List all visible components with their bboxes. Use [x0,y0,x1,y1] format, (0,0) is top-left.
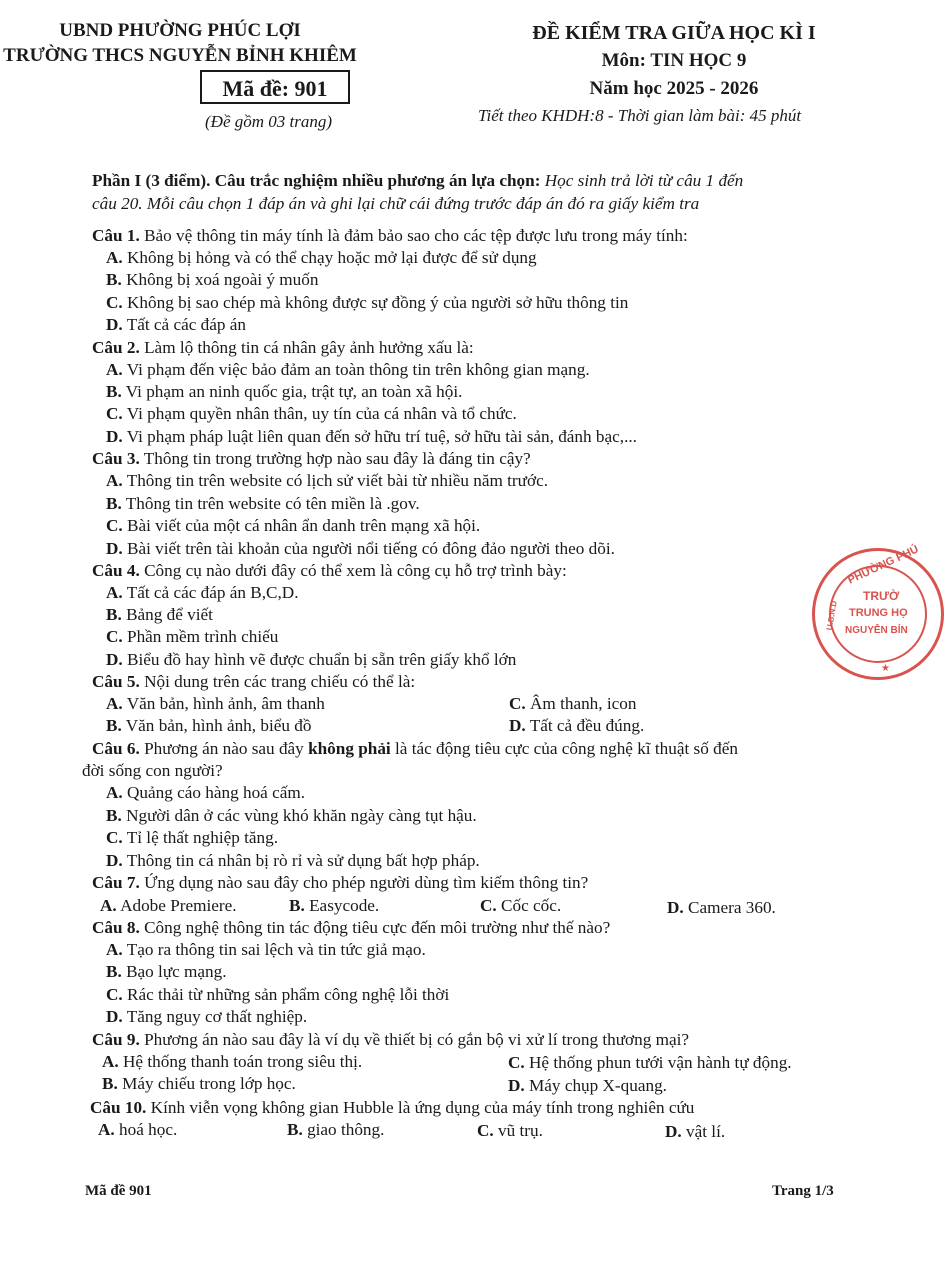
option: D. Tất cả các đáp án [106,315,246,334]
option: C. Cốc cốc. [480,896,562,915]
option: A. Tạo ra thông tin sai lệch và tin tức giả mạo. [106,940,426,959]
option: B. Bạo lực mạng. [106,962,227,981]
part1-instruction-2: câu 20. Mỗi câu chọn 1 đáp án và ghi lại chữ cái đứng trước đáp án đó ra giấy kiểm tra [92,194,700,213]
option: C. Âm thanh, icon [509,694,637,713]
option: A. Không bị hỏng và có thể chạy hoặc mở lại được để sử dụng [106,248,537,267]
stamp-text-top: PHƯỜNG PHÚ [846,543,921,587]
option: C. Phần mềm trình chiếu [106,627,279,646]
option: D. Bài viết trên tài khoản của người nổi tiếng có đông đảo người theo dõi. [106,539,615,558]
question-10: Câu 10. Kính viễn vọng không gian Hubble là ứng dụng của máy tính trong nghiên cứu [90,1098,695,1117]
option: B. giao thông. [287,1120,385,1139]
part1-heading [92,170,743,192]
stamp-text-1: TRƯỜ [863,589,900,603]
question-5: Câu 5. Nội dung trên các trang chiếu có thể là: [92,672,416,691]
question-9: Câu 9. Phương án nào sau đây là ví dụ về thiết bị có gắn bộ vi xử lí trong thương mại? [92,1030,690,1049]
time-note: Tiết theo KHDH:8 - Thời gian làm bài: 45 phút [478,106,802,125]
part1-title: Phần I (3 điểm). Câu trắc nghiệm nhiều phương án lựa chọn: [92,171,541,190]
option: B. Máy chiếu trong lớp học. [102,1074,296,1093]
option: A. Vi phạm đến việc bảo đảm an toàn thông tin trên không gian mạng. [106,360,590,379]
stamp-text-2: TRUNG HỌ [849,607,908,619]
option: B. Người dân ở các vùng khó khăn ngày càng tụt hậu. [106,806,477,825]
option: A. hoá học. [98,1120,178,1139]
footer-page-number: Trang 1/3 [772,1183,834,1199]
subject: Môn: TIN HỌC 9 [601,50,747,71]
option: B. Vi phạm an ninh quốc gia, trật tự, an toàn xã hội. [106,382,463,401]
part1-instruction-1: Học sinh trả lời từ câu 1 đến [544,171,744,190]
pages-note: (Đề gồm 03 trang) [205,112,333,131]
option: D. Máy chụp X-quang. [508,1076,667,1095]
question-3: Câu 3. Thông tin trong trường hợp nào sau đây là đáng tin cậy? [92,449,531,468]
option: D. Vi phạm pháp luật liên quan đến sở hữu trí tuệ, sở hữu tài sản, đánh bạc,... [106,427,637,446]
question-6: Câu 6. Phương án nào sau đây không phải là tác động tiêu cực của công nghệ kĩ thuật số đến [92,739,738,758]
option: B. Bảng để viết [106,605,213,624]
stamp-star: ★ [881,663,890,674]
authority-name: UBND PHƯỜNG PHÚC LỢI [59,20,301,41]
option: D. Tăng nguy cơ thất nghiệp. [106,1007,308,1026]
question-4: Câu 4. Công cụ nào dưới đây có thể xem là công cụ hỗ trợ trình bày: [92,561,567,580]
school-name: TRƯỜNG THCS NGUYỄN BỈNH KHIÊM [3,45,357,66]
school-seal-stamp [812,543,944,680]
option: A. Văn bản, hình ảnh, âm thanh [106,694,325,713]
stamp-text-side: U.B.N.D [824,600,839,631]
option: C. vũ trụ. [477,1121,543,1140]
option: D. Biểu đồ hay hình vẽ được chuẩn bị sẵn trên giấy khổ lớn [106,650,517,669]
school-year: Năm học 2025 - 2026 [589,78,759,99]
option: A. Quảng cáo hàng hoá cấm. [106,783,306,802]
option: D. vật lí. [665,1122,726,1141]
question-8: Câu 8. Công nghệ thông tin tác động tiêu cực đến môi trường như thế nào? [92,918,611,937]
option: C. Vi phạm quyền nhân thân, uy tín của cá nhân và tổ chức. [106,404,517,423]
option: C. Không bị sao chép mà không được sự đồng ý của người sở hữu thông tin [106,293,629,312]
question-1: Câu 1. Bảo vệ thông tin máy tính là đảm bảo sao cho các tệp được lưu trong máy tính: [92,226,688,245]
exam-title: ĐỀ KIỂM TRA GIỮA HỌC KÌ I [532,22,816,44]
exam-code-box: Mã đề: 901 [200,70,350,104]
footer-exam-code: Mã đề 901 [85,1183,152,1199]
option: B. Easycode. [289,896,380,915]
option: C. Bài viết của một cá nhân ẩn danh trên mạng xã hội. [106,516,481,535]
option: A. Adobe Premiere. [100,896,237,915]
option: B. Không bị xoá ngoài ý muốn [106,270,319,289]
question-7: Câu 7. Ứng dụng nào sau đây cho phép người dùng tìm kiếm thông tin? [92,873,589,892]
option: A. Tất cả các đáp án B,C,D. [106,583,299,602]
option: D. Camera 360. [667,898,776,917]
option: D. Thông tin cá nhân bị rò rỉ và sử dụng bất hợp pháp. [106,851,480,870]
option: A. Thông tin trên website có lịch sử viết bài từ nhiều năm trước. [106,471,548,490]
option: B. Thông tin trên website có tên miền là .gov. [106,494,420,513]
stamp-text-3: NGUYỄN BỈN [845,625,908,636]
question-6-cont: đời sống con người? [82,761,223,780]
option: C. Tỉ lệ thất nghiệp tăng. [106,828,279,847]
option: A. Hệ thống thanh toán trong siêu thị. [102,1052,363,1071]
option: C. Hệ thống phun tưới vận hành tự động. [508,1053,792,1072]
option: B. Văn bản, hình ảnh, biểu đồ [106,716,312,735]
question-2: Câu 2. Làm lộ thông tin cá nhân gây ảnh hưởng xấu là: [92,338,474,357]
option: C. Rác thải từ những sản phẩm công nghệ lỗi thời [106,985,450,1004]
option: D. Tất cả đều đúng. [509,716,645,735]
